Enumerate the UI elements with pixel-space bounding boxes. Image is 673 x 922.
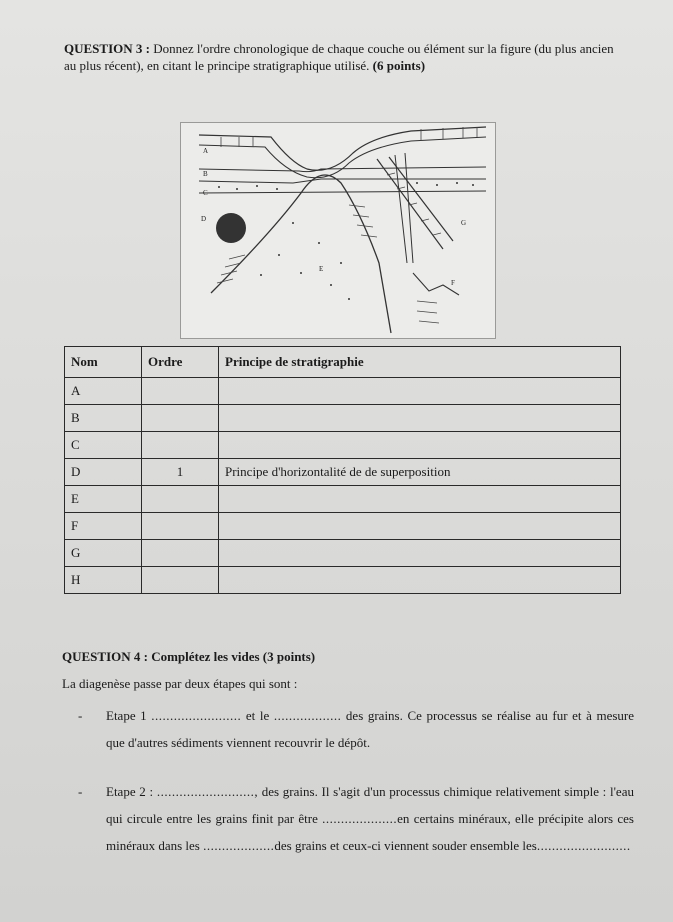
label-E: E — [319, 265, 324, 273]
question-4 — [62, 648, 642, 692]
label-F: F — [451, 279, 455, 287]
step-2-text-2: en certains minéraux, elle précipite alors ces minéraux dans les — [106, 811, 634, 853]
cell-nom: E — [65, 486, 142, 513]
cell-principe[interactable] — [219, 486, 621, 513]
step-2-dash: - — [78, 784, 83, 799]
label-A: A — [203, 147, 209, 155]
cell-principe[interactable] — [219, 405, 621, 432]
cell-ordre[interactable] — [142, 486, 219, 513]
table-row — [65, 432, 621, 459]
label-D: D — [201, 215, 207, 223]
header-ordre: Ordre — [142, 347, 219, 378]
cell-ordre[interactable] — [142, 540, 219, 567]
step-1-dash: - — [78, 708, 83, 723]
step-2-text-1: des grains. Il s'agit d'un processus chimique relativement simple : l'eau qui circule entre les grains finit par être — [106, 784, 634, 826]
question-3-label: QUESTION 3 : — [64, 41, 150, 56]
question-4-title: QUESTION 4 : Complétez les vides (3 points) — [62, 649, 316, 664]
cell-nom: G — [65, 540, 142, 567]
table-row — [65, 459, 621, 486]
cell-principe[interactable] — [219, 432, 621, 459]
cell-ordre[interactable] — [142, 513, 219, 540]
table-header-row — [65, 347, 621, 378]
step-2-label: Etape 2 : — [106, 784, 154, 799]
step-2-blank-4[interactable]: ......................... — [536, 838, 631, 853]
step-1-blank-1[interactable]: ........................ — [151, 708, 242, 723]
question-3 — [64, 40, 624, 74]
cell-nom: B — [65, 405, 142, 432]
step-1-text-1: et le — [245, 708, 270, 723]
step-1-blank-2[interactable]: .................. — [273, 708, 342, 723]
header-principe: Principe de stratigraphie — [219, 347, 621, 378]
table-row — [65, 513, 621, 540]
table-row — [65, 486, 621, 513]
cell-nom: F — [65, 513, 142, 540]
label-G: G — [461, 219, 467, 227]
cell-nom: A — [65, 378, 142, 405]
label-B: B — [203, 170, 208, 178]
cell-principe[interactable] — [219, 378, 621, 405]
step-2-text-3: des grains et ceux-ci viennent souder ensemble les — [274, 838, 537, 853]
label-C: C — [203, 189, 208, 197]
step-2 — [78, 778, 634, 859]
cell-ordre[interactable] — [142, 567, 219, 594]
cell-nom: C — [65, 432, 142, 459]
cell-ordre[interactable]: 1 — [142, 459, 219, 486]
cell-principe[interactable]: Principe d'horizontalité de de superposition — [219, 459, 621, 486]
step-2-blank-1[interactable]: .........................., — [156, 784, 259, 799]
table-row — [65, 378, 621, 405]
question-3-text: Donnez l'ordre chronologique de chaque couche ou élément sur la figure (du plus ancien au plus récent), en citant le principe stratigraphique utilisé. — [64, 41, 614, 73]
table-row — [65, 567, 621, 594]
table-row — [65, 405, 621, 432]
step-1 — [78, 702, 635, 756]
cell-ordre[interactable] — [142, 432, 219, 459]
table-row — [65, 540, 621, 567]
cell-principe[interactable] — [219, 567, 621, 594]
cell-nom: H — [65, 567, 142, 594]
cell-nom: D — [65, 459, 142, 486]
step-1-label: Etape 1 — [106, 708, 147, 723]
cell-principe[interactable] — [219, 513, 621, 540]
step-2-blank-2[interactable]: .................... — [322, 811, 398, 826]
question-4-intro: La diagenèse passe par deux étapes qui sont : — [62, 676, 298, 691]
header-nom: Nom — [65, 347, 142, 378]
step-1-text-2: des grains. Ce processus se réalise au fur et à mesure que d'autres sédiments viennent recouvrir le dépôt. — [106, 708, 635, 750]
cell-ordre[interactable] — [142, 378, 219, 405]
step-2-blank-3[interactable]: ................... — [203, 838, 275, 853]
stratigraphy-figure — [180, 122, 496, 339]
question-3-points: (6 points) — [372, 58, 426, 73]
cell-ordre[interactable] — [142, 405, 219, 432]
stratigraphy-diagram — [181, 123, 495, 338]
stratigraphy-table — [64, 346, 621, 594]
cell-principe[interactable] — [219, 540, 621, 567]
